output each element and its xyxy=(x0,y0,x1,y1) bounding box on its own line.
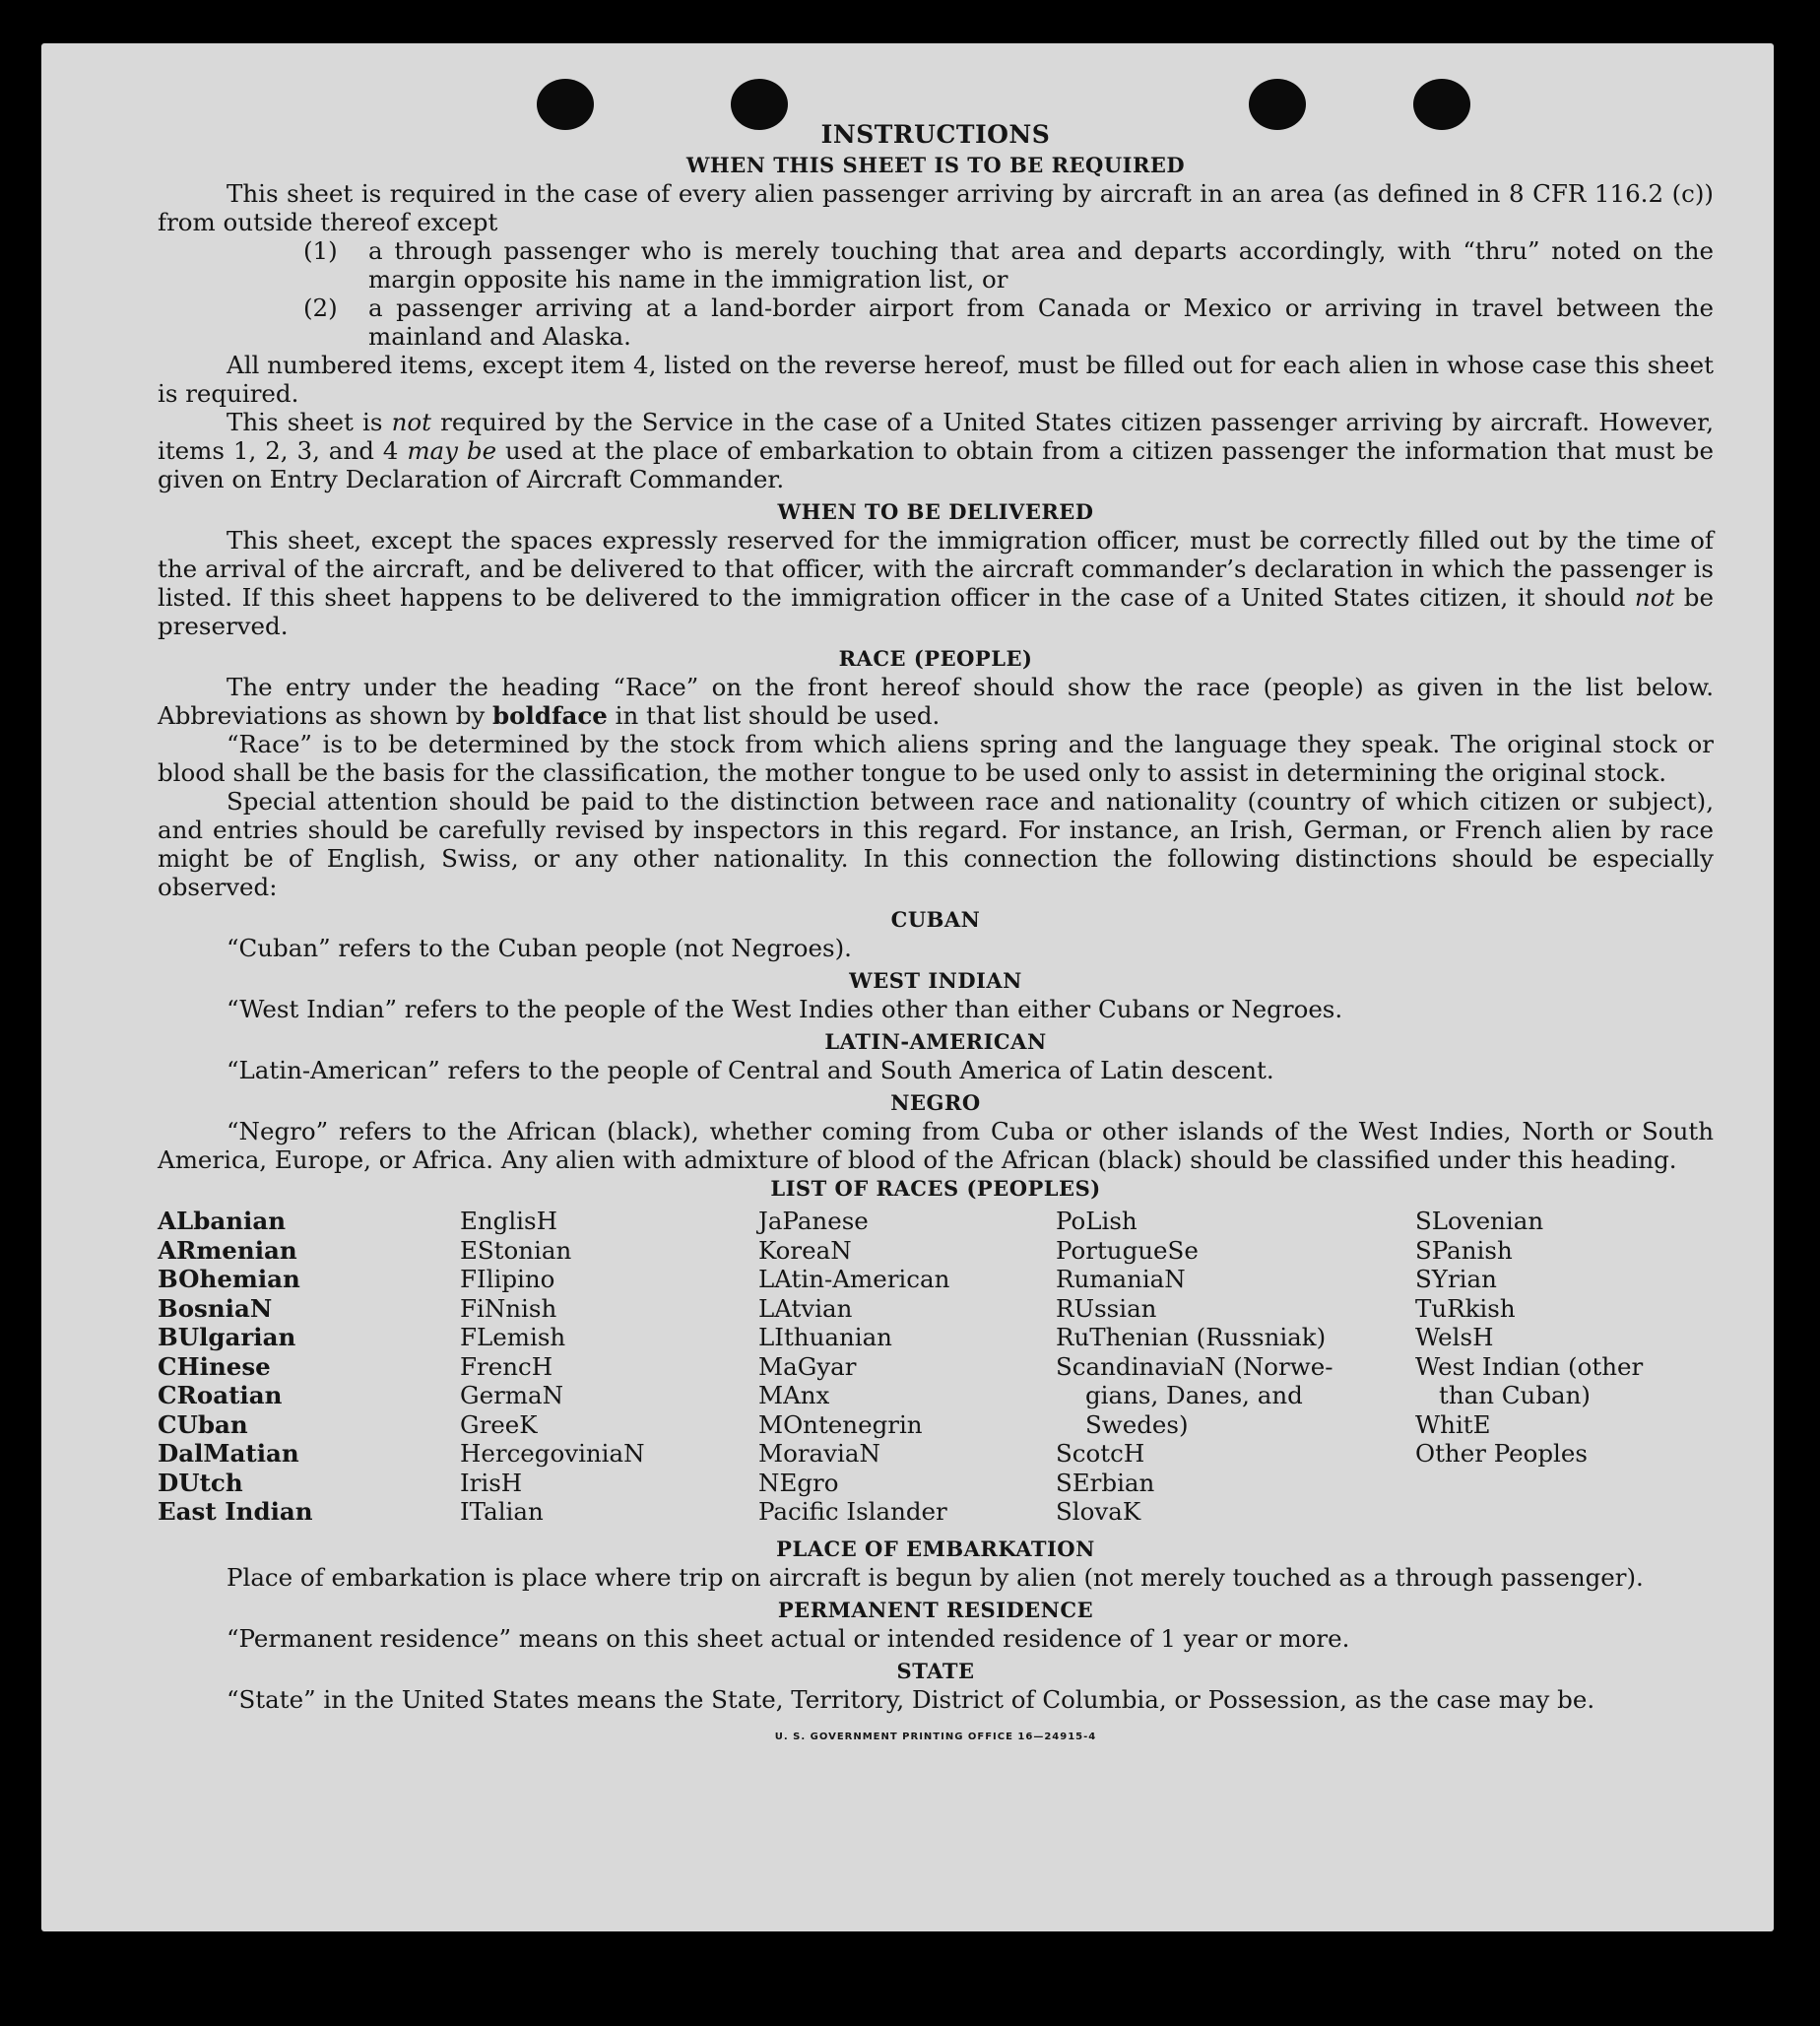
paragraph-residence: “Permanent residence” means on this sheet actual or intended residence of 1 year or more. xyxy=(227,1623,1350,1653)
race-item: ScandinaviaN (Norwe- xyxy=(1056,1351,1333,1381)
race-item: RumaniaN xyxy=(1056,1265,1186,1293)
race-item-continuation: gians, Danes, and xyxy=(1085,1381,1303,1409)
paragraph-race-entry: The entry under the heading “Race” on the front hereof should show the race (people) as given in the list below. Abbreviations as shown by boldface in that list should be used. xyxy=(158,673,1714,730)
exception-item xyxy=(303,236,1714,294)
paragraph-cuban: “Cuban” refers to the Cuban people (not Negroes). xyxy=(227,934,852,962)
race-item: FIlipino xyxy=(460,1265,555,1293)
exception-number: (2) xyxy=(303,294,338,322)
races-column-3 xyxy=(758,1207,1056,1527)
race-item: MAnx xyxy=(758,1381,830,1409)
race-item: ITalian xyxy=(460,1497,544,1526)
race-item: TuRkish xyxy=(1415,1293,1516,1323)
race-item: SYrian xyxy=(1415,1265,1497,1293)
section-heading-negro: NEGRO xyxy=(890,1090,981,1115)
races-column-2 xyxy=(460,1207,758,1527)
exception-text: a through passenger who is merely touching that area and departs accordingly, with “thru” noted on the margin opposite his name in the immigration list, or xyxy=(368,236,1714,294)
instructions-content xyxy=(158,120,1714,1742)
race-item: KoreaN xyxy=(758,1235,852,1265)
race-item: PoLish xyxy=(1056,1207,1138,1235)
race-item: FiNnish xyxy=(460,1293,557,1323)
race-item: EStonian xyxy=(460,1235,572,1265)
section-heading-required: WHEN THIS SHEET IS TO BE REQUIRED xyxy=(685,153,1186,177)
exception-item xyxy=(303,294,1714,351)
section-heading-cuban: CUBAN xyxy=(890,907,981,932)
race-item: HercegoviniaN xyxy=(460,1439,645,1468)
paragraph-citizen: This sheet is not required by the Service in the case of a United States citizen passenger arriving by aircraft. However, items 1, 2, 3, and 4 may be used at the place of embarkation to obtain from a citizen passenger the information that must be given on Entry Declaration of Aircraft Commander. xyxy=(158,408,1714,493)
race-item: Pacific Islander xyxy=(758,1497,947,1526)
race-item: NEgro xyxy=(758,1468,839,1497)
printing-office-imprint: U. S. GOVERNMENT PRINTING OFFICE 16—24915-4 xyxy=(774,1731,1097,1742)
exception-text: a passenger arriving at a land-border airport from Canada or Mexico or arriving in travel between the mainland and Alaska. xyxy=(368,294,1714,351)
paragraph-numbered-items: All numbered items, except item 4, listed on the reverse hereof, must be filled out for each alien in whose case this sheet is required. xyxy=(158,351,1714,408)
paragraph-race-stock: “Race” is to be determined by the stock from which aliens spring and the language they speak. The original stock or blood shall be the basis for the classification, the mother tongue to be used only to assist in determining the original stock. xyxy=(158,730,1714,787)
race-item: ARmenian xyxy=(158,1235,297,1265)
paragraph-negro: “Negro” refers to the African (black), whether coming from Cuba or other islands of the West Indies, North or South America, Europe, or Africa. Any alien with admixture of blood of the African (black) should be classified under this heading. xyxy=(158,1117,1714,1174)
paragraph-embarkation: Place of embarkation is place where trip on aircraft is begun by alien (not merely touched as a through passenger). xyxy=(227,1562,1644,1592)
race-item: CRoatian xyxy=(158,1381,283,1409)
race-item: MOntenegrin xyxy=(758,1409,923,1439)
race-item: ScotcH xyxy=(1056,1439,1145,1468)
race-item: CHinese xyxy=(158,1351,271,1381)
race-item: SlovaK xyxy=(1056,1497,1141,1526)
races-list xyxy=(158,1207,1714,1527)
race-item: DUtch xyxy=(158,1468,243,1497)
race-item: EnglisH xyxy=(460,1207,557,1235)
race-item: LAtin-American xyxy=(758,1265,950,1293)
race-item: SLovenian xyxy=(1415,1207,1544,1235)
section-heading-delivered: WHEN TO BE DELIVERED xyxy=(777,499,1094,524)
race-item: DalMatian xyxy=(158,1439,299,1468)
race-item: SErbian xyxy=(1056,1468,1155,1497)
race-item: GermaN xyxy=(460,1381,564,1409)
race-item: West Indian (other xyxy=(1415,1351,1644,1381)
race-item: BOhemian xyxy=(158,1265,300,1293)
section-heading-state: STATE xyxy=(896,1658,975,1683)
race-item-continuation: Swedes) xyxy=(1085,1409,1189,1439)
section-heading-list-of-races: LIST OF RACES (PEOPLES) xyxy=(770,1176,1101,1201)
race-item: SPanish xyxy=(1415,1235,1513,1265)
paragraph-required: This sheet is required in the case of every alien passenger arriving by aircraft in an area (as defined in 8 CFR 116.2 (c)) from outside thereof except xyxy=(158,179,1714,236)
section-heading-race: RACE (PEOPLE) xyxy=(838,646,1033,671)
paragraph-west-indian: “West Indian” refers to the people of the West Indies other than either Cubans or Negroes. xyxy=(227,995,1343,1023)
section-heading-embarkation: PLACE OF EMBARKATION xyxy=(776,1536,1095,1561)
race-item: LIthuanian xyxy=(758,1323,892,1351)
race-item: GreeK xyxy=(460,1409,538,1439)
race-item: BosniaN xyxy=(158,1293,273,1323)
paragraph-race-nationality: Special attention should be paid to the distinction between race and nationality (country of which citizen or subject), and entries should be carefully revised by inspectors in this regard. For instance, an Irish, German, or French alien by race might be of English, Swiss, or any other nationality. In this connection the following distinctions should be especially observed: xyxy=(158,787,1714,901)
race-item: PortugueSe xyxy=(1056,1235,1199,1265)
race-item: RuThenian (Russniak) xyxy=(1056,1323,1327,1351)
race-item: IrisH xyxy=(460,1468,523,1497)
race-item-continuation: than Cuban) xyxy=(1439,1381,1591,1409)
page-title: INSTRUCTIONS xyxy=(820,120,1051,149)
race-item: RUssian xyxy=(1056,1293,1157,1323)
race-item: ALbanian xyxy=(158,1207,287,1235)
section-heading-west-indian: WEST INDIAN xyxy=(849,968,1022,993)
race-item: CUban xyxy=(158,1409,248,1439)
race-item: WelsH xyxy=(1415,1323,1494,1351)
race-item: FLemish xyxy=(460,1323,566,1351)
race-item: BUlgarian xyxy=(158,1323,296,1351)
races-column-1 xyxy=(158,1207,460,1527)
races-column-4 xyxy=(1056,1207,1415,1527)
race-item: MaGyar xyxy=(758,1351,857,1381)
race-item: East Indian xyxy=(158,1497,313,1526)
races-column-5 xyxy=(1415,1207,1671,1527)
race-item: FrencH xyxy=(460,1351,553,1381)
paragraph-state: “State” in the United States means the State, Territory, District of Columbia, or Possession, as the case may be. xyxy=(227,1684,1595,1714)
race-item: JaPanese xyxy=(758,1207,869,1235)
exception-number: (1) xyxy=(303,236,338,265)
race-item: WhitE xyxy=(1415,1409,1491,1439)
race-item: LAtvian xyxy=(758,1293,853,1323)
form-sheet xyxy=(41,43,1774,1931)
paragraph-delivered: This sheet, except the spaces expressly reserved for the immigration officer, must be correctly filled out by the time of the arrival of the aircraft, and be delivered to that officer, with the aircraft commander’s declaration in which the passenger is listed. If this sheet happens to be delivered to the immigration officer in the case of a United States citizen, it should not be preserved. xyxy=(158,526,1714,640)
paragraph-latin-american: “Latin-American” refers to the people of Central and South America of Latin descent. xyxy=(227,1056,1274,1084)
race-item: Other Peoples xyxy=(1415,1439,1588,1468)
section-heading-residence: PERMANENT RESIDENCE xyxy=(777,1597,1094,1622)
race-item: MoraviaN xyxy=(758,1439,880,1468)
section-heading-latin-american: LATIN-AMERICAN xyxy=(824,1029,1047,1054)
